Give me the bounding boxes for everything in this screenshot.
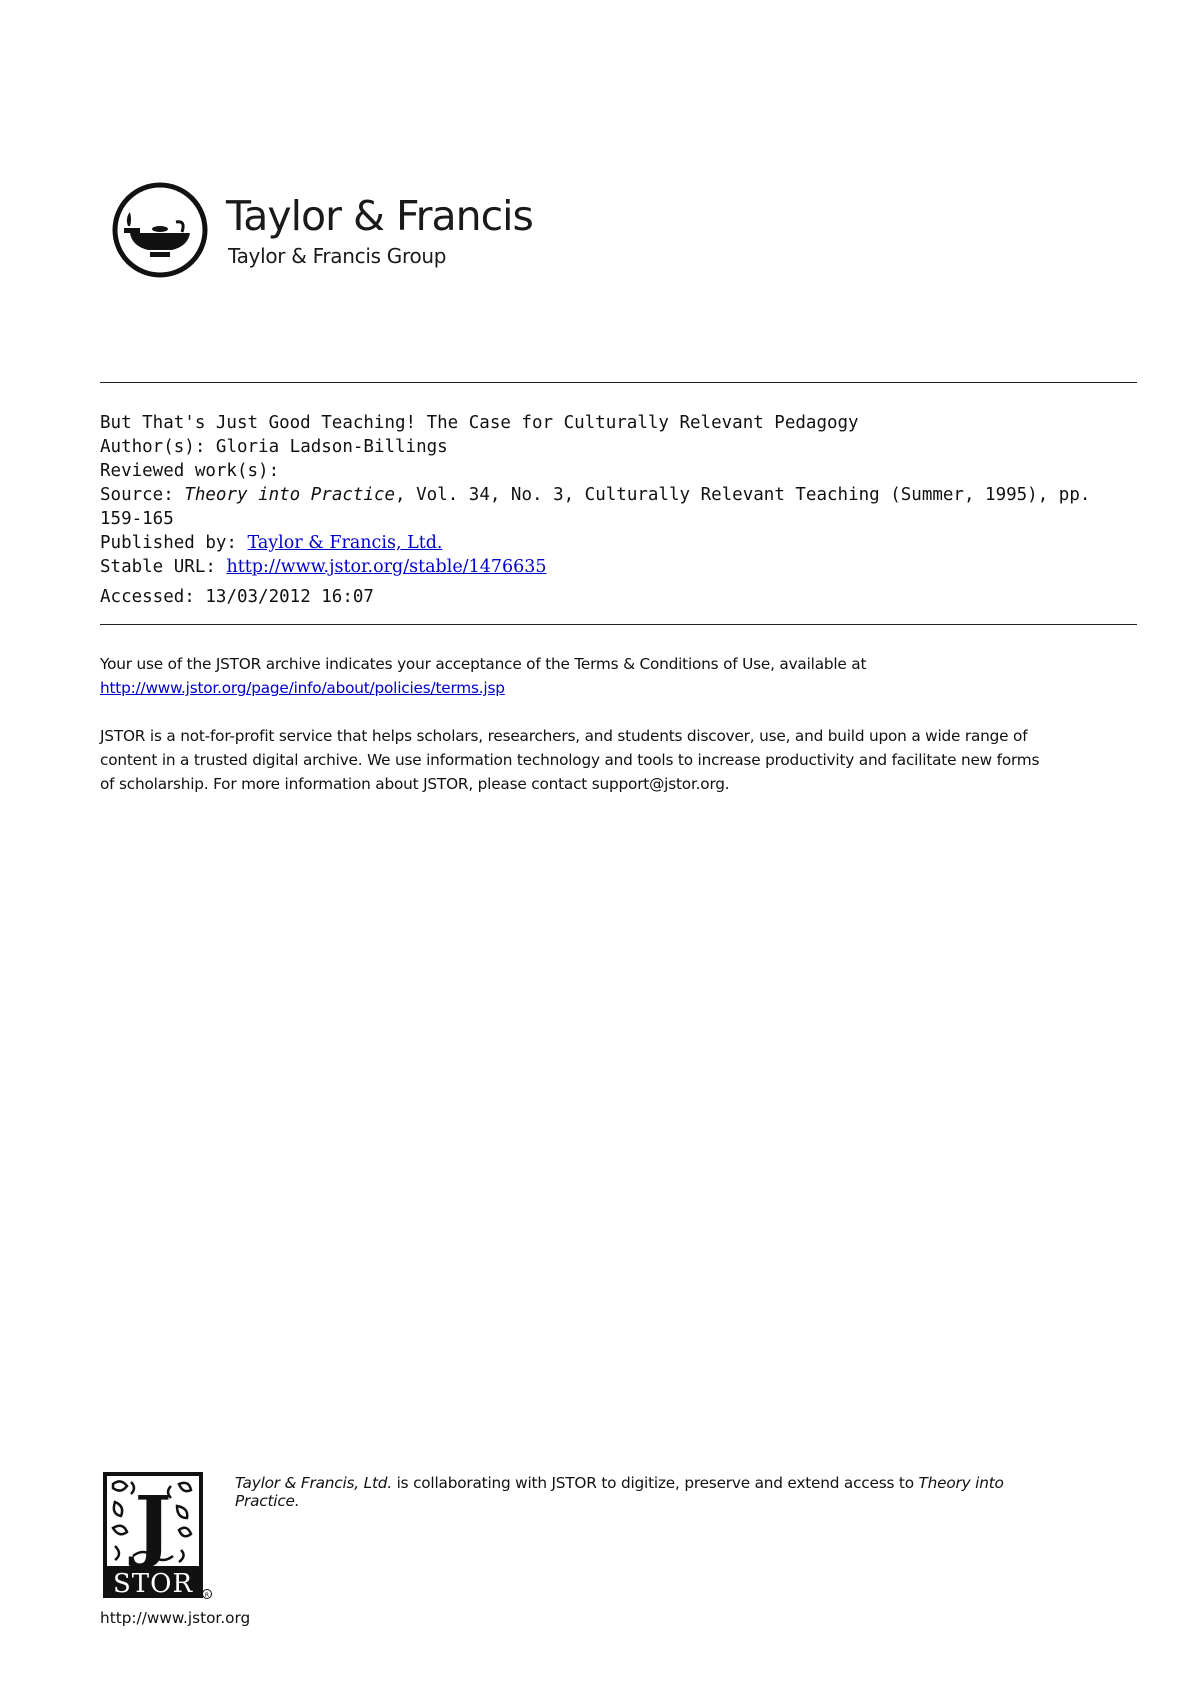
citation-block (100, 411, 1140, 609)
collab-journal-part2: Practice. (235, 1492, 300, 1510)
jstor-emblem-icon (103, 1472, 213, 1600)
jstor-logo-text: STOR (112, 1569, 194, 1599)
jstor-url[interactable]: http://www.jstor.org (100, 1609, 251, 1627)
bottom-divider (100, 624, 1137, 625)
collab-text: is collaborating with JSTOR to digitize, preserve and extend access to (391, 1474, 919, 1492)
jstor-j-letter: J (134, 1480, 172, 1571)
publisher-wordmark: Taylor & Francis (226, 192, 533, 240)
stable-url-link[interactable]: http://www.jstor.org/stable/1476635 (226, 557, 547, 577)
reviewed-works-line: Reviewed work(s): (100, 461, 280, 481)
terms-link[interactable]: http://www.jstor.org/page/info/about/policies/terms.jsp (100, 679, 505, 697)
terms-text: Your use of the JSTOR archive indicates your acceptance of the Terms & Conditions of Use, available at (100, 655, 867, 673)
authors-label: Author(s): (100, 437, 206, 457)
authors-line (100, 435, 1140, 459)
publisher-logo (108, 180, 568, 290)
article-title: But That's Just Good Teaching! The Case for Culturally Relevant Pedagogy (100, 413, 859, 433)
about-line-1: JSTOR is a not-for-profit service that helps scholars, researchers, and students discover, use, and build upon a wide range of (100, 727, 1028, 745)
source-details: , Vol. 34, No. 3, Culturally Relevant Teaching (Summer, 1995), pp. (395, 485, 1091, 505)
jstor-logo (103, 1472, 210, 1600)
stable-url-label: Stable URL: (100, 557, 216, 577)
collab-publisher: Taylor & Francis, Ltd. (235, 1474, 392, 1492)
published-label: Published by: (100, 533, 237, 553)
source-line (100, 483, 1140, 507)
source-pages: 159-165 (100, 509, 174, 529)
svg-text:R: R (204, 1592, 210, 1599)
source-journal: Theory into Practice (184, 485, 396, 505)
collab-journal-part1: Theory into (918, 1474, 1004, 1492)
publisher-link[interactable]: Taylor & Francis, Ltd. (247, 533, 443, 553)
publisher-group-name: Taylor & Francis Group (228, 244, 447, 268)
authors-value: Gloria Ladson-Billings (215, 437, 448, 457)
oil-lamp-icon (110, 180, 210, 280)
about-line-3: of scholarship. For more information about JSTOR, please contact support@jstor.org. (100, 775, 730, 793)
source-label: Source: (100, 485, 174, 505)
top-divider (100, 382, 1137, 383)
about-line-2: content in a trusted digital archive. We use information technology and tools to increase productivity and facilitate new forms (100, 751, 1040, 769)
about-jstor (100, 724, 1140, 796)
stable-url-line (100, 555, 1140, 579)
terms-notice (100, 652, 1140, 700)
collaboration-notice (235, 1474, 1135, 1510)
accessed-value: 13/03/2012 16:07 (205, 587, 374, 607)
published-by-line (100, 531, 1140, 555)
accessed-label: Accessed: (100, 587, 195, 607)
accessed-line (100, 585, 1140, 609)
